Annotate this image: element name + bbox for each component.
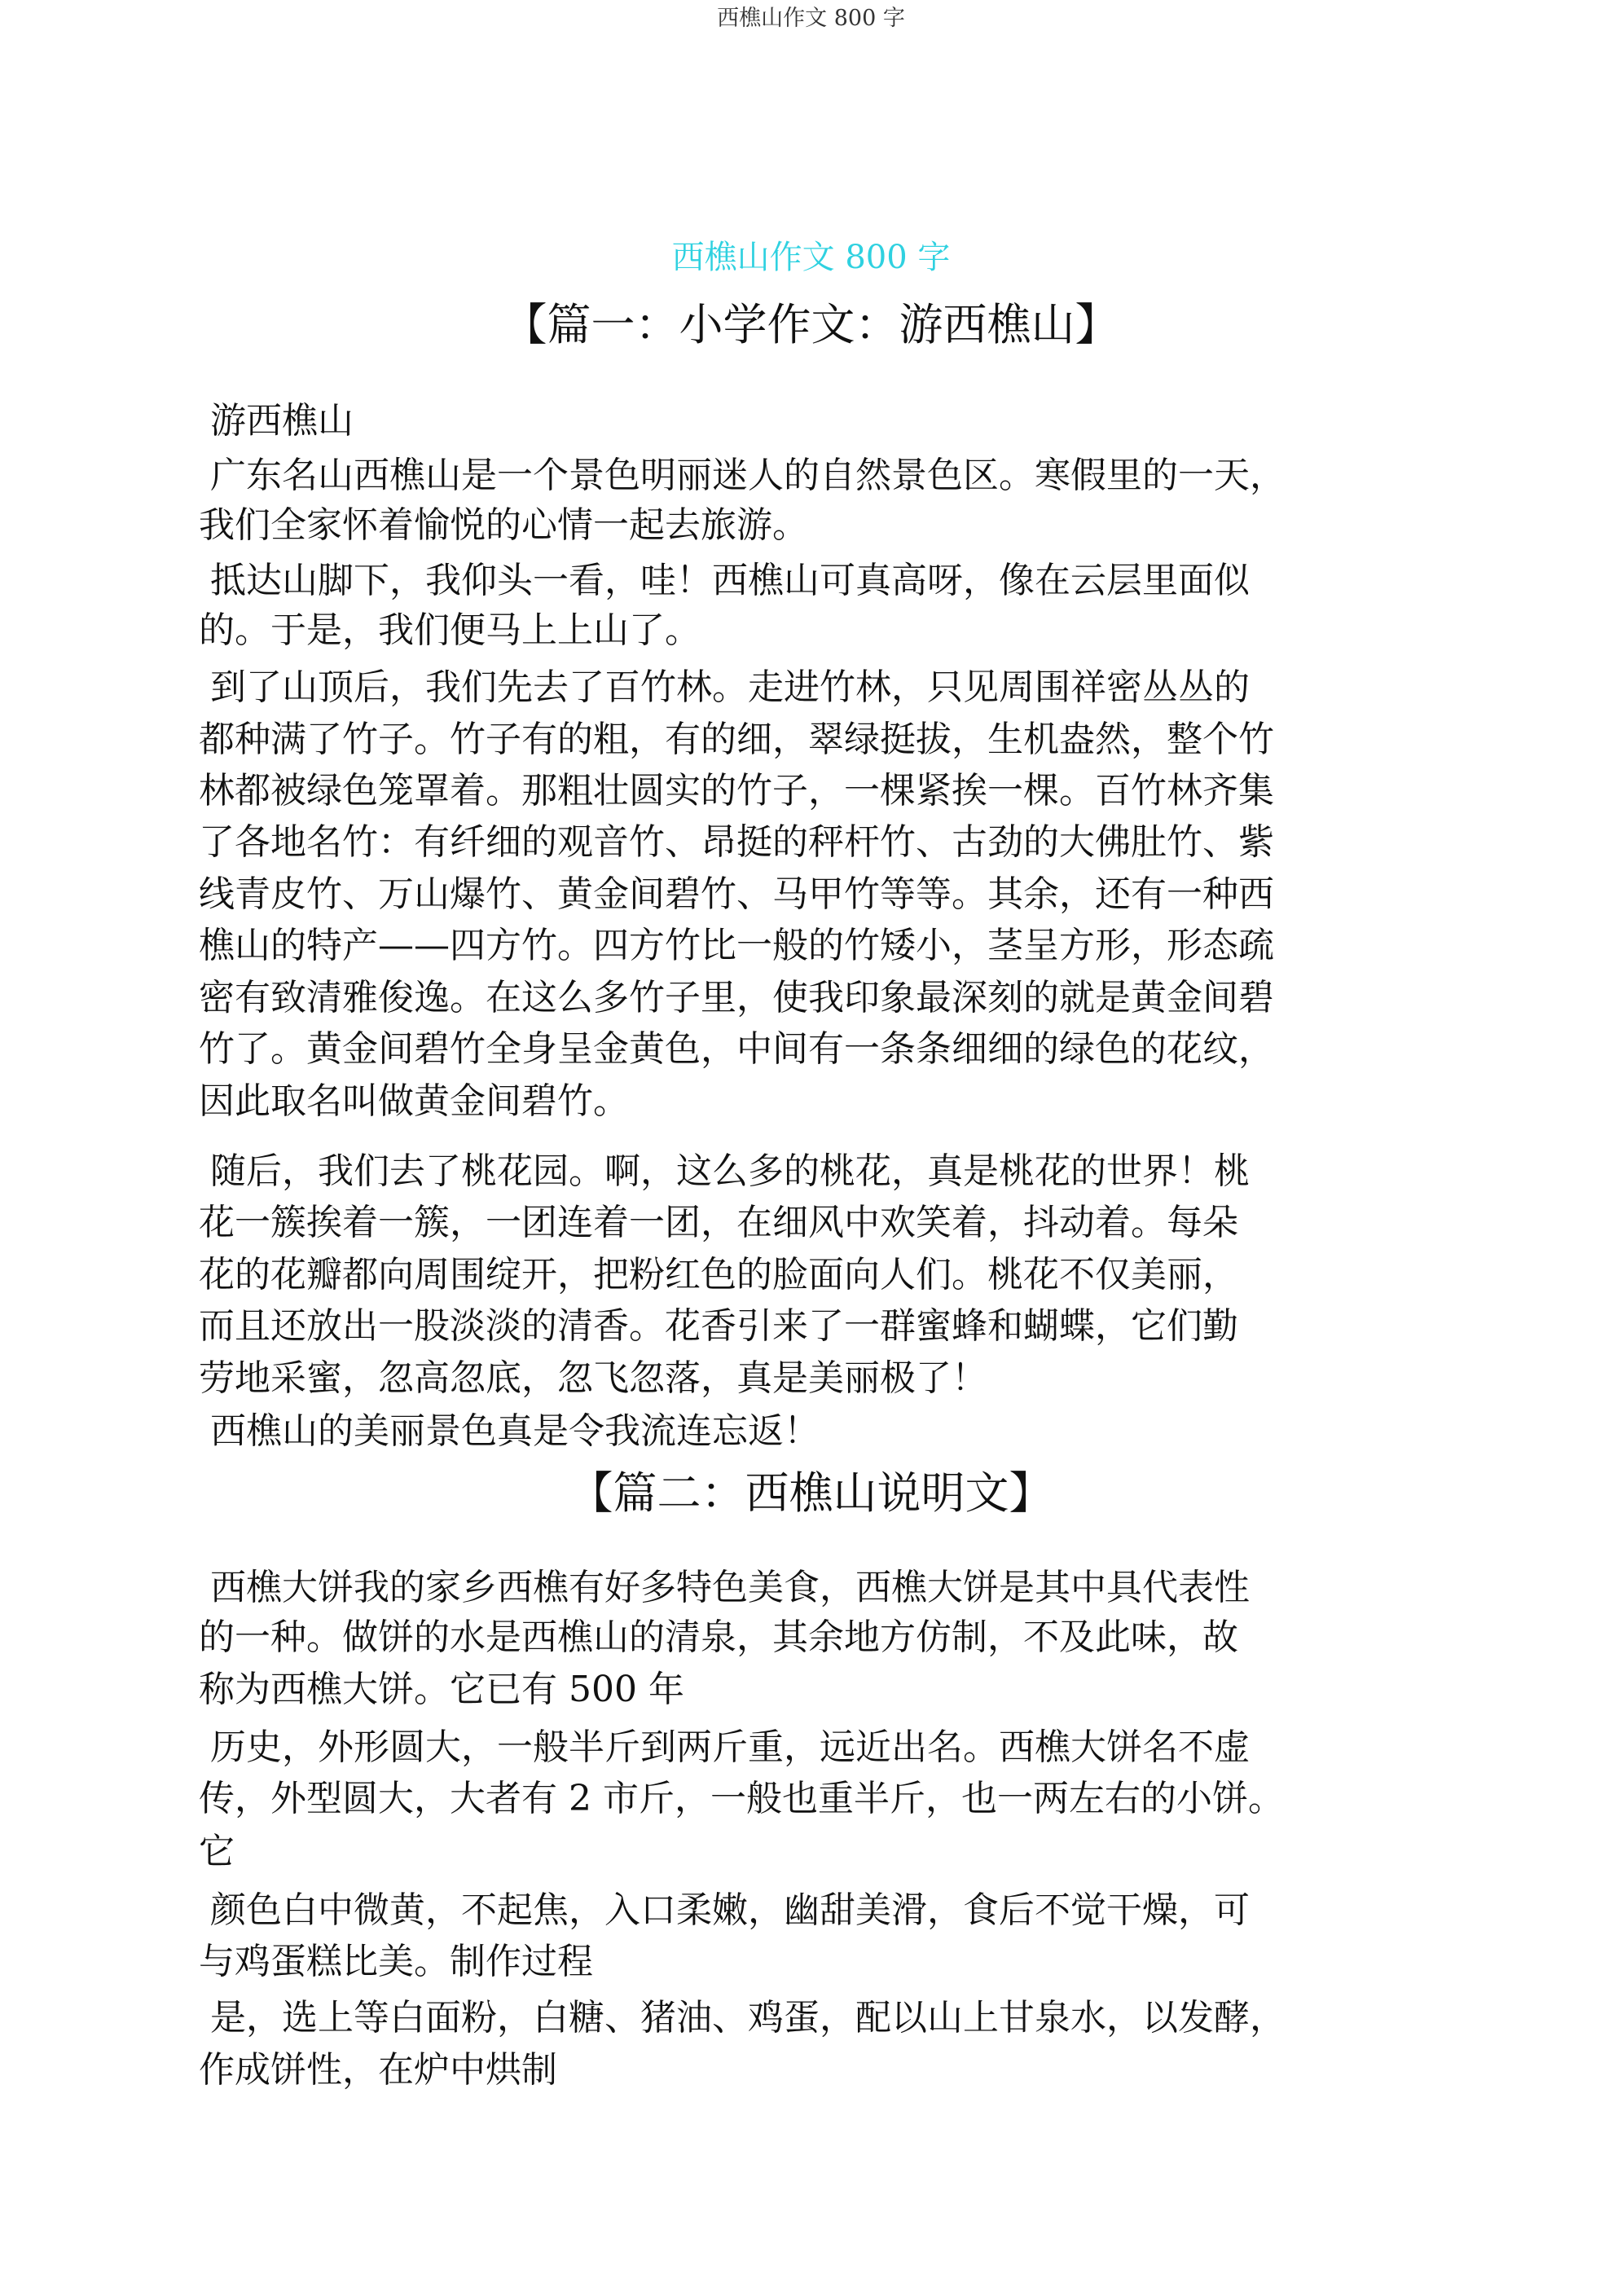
paragraph-line: 它 — [199, 1831, 235, 1872]
paragraph-line: 劳地采蜜，忽高忽底，忽飞忽落，真是美丽极了！ — [199, 1357, 987, 1399]
paragraph-line: 的一种。做饼的水是西樵山的清泉，其余地方仿制，不及此味，故 — [199, 1616, 1238, 1658]
paragraph-line: 抵达山脚下，我仰头一看，哇！西樵山可真高呀，像在云层里面似 — [210, 560, 1250, 601]
paragraph-line: 花的花瓣都向周围绽开，把粉红色的脸面向人们。桃花不仅美丽， — [199, 1254, 1238, 1295]
paragraph-line: 到了山顶后，我们先去了百竹林。走进竹林，只见周围祥密丛丛的 — [210, 666, 1250, 708]
paragraph-line: 的。于是，我们便马上上山了。 — [199, 609, 701, 651]
paragraph-line: 竹了。黄金间碧竹全身呈金黄色，中间有一条条细细的绿色的花纹， — [199, 1028, 1274, 1070]
paragraph-line: 西樵大饼我的家乡西樵有好多特色美食，西樵大饼是其中具代表性 — [210, 1567, 1250, 1608]
paragraph-line: 了各地名竹：有纤细的观音竹、昂挺的秤杆竹、古劲的大佛肚竹、紫 — [199, 821, 1274, 863]
paragraph-line: 颜色白中微黄，不起焦，入口柔嫩，幽甜美滑，食后不觉干燥，可 — [210, 1889, 1250, 1931]
paragraph-line: 樵山的特产——四方竹。四方竹比一般的竹矮小，茎呈方形，形态疏 — [199, 925, 1274, 966]
paragraph-line: 我们全家怀着愉悦的心情一起去旅游。 — [199, 504, 808, 546]
paragraph-line: 因此取名叫做黄金间碧竹。 — [199, 1080, 629, 1122]
paragraph-line: 线青皮竹、万山爆竹、黄金间碧竹、马甲竹等等。其余，还有一种西 — [199, 873, 1274, 915]
section-heading-2: 【篇二：西樵山说明文】 — [569, 1467, 1053, 1519]
paragraph-line: 是，选上等白面粉，白糖、猪油、鸡蛋，配以山上甘泉水，以发酵， — [210, 1997, 1286, 2039]
paragraph-line: 随后，我们去了桃花园。啊，这么多的桃花，真是桃花的世界！桃 — [210, 1150, 1250, 1192]
paragraph-line: 都种满了竹子。竹子有的粗，有的细，翠绿挺拔，生机盎然，整个竹 — [199, 719, 1274, 760]
paragraph-line: 广东名山西樵山是一个景色明丽迷人的自然景色区。寒假里的一天， — [210, 455, 1286, 496]
paragraph-line: 与鸡蛋糕比美。制作过程 — [199, 1941, 593, 1982]
paragraph-line: 作成饼性，在炉中烘制 — [199, 2049, 557, 2091]
paragraph-line: 西樵山的美丽景色真是令我流连忘返！ — [210, 1410, 820, 1452]
document-title: 西樵山作文 800 字 — [671, 239, 951, 276]
paragraph-line: 林都被绿色笼罩着。那粗壮圆实的竹子，一棵紧挨一棵。百竹林齐集 — [199, 770, 1274, 812]
paragraph-line: 传，外型圆大，大者有 2 市斤，一般也重半斤，也一两左右的小饼。 — [199, 1778, 1284, 1819]
section-heading-1: 【篇一：小学作文：游西樵山】 — [503, 299, 1119, 350]
running-header: 西樵山作文 800 字 — [717, 6, 905, 31]
paragraph-line: 游西樵山 — [210, 400, 354, 442]
paragraph-line: 而且还放出一股淡淡的清香。花香引来了一群蜜蜂和蝴蝶，它们勤 — [199, 1305, 1238, 1347]
paragraph-line: 称为西樵大饼。它已有 500 年 — [199, 1669, 684, 1710]
paragraph-line: 历史，外形圆大，一般半斤到两斤重，远近出名。西樵大饼名不虚 — [210, 1726, 1250, 1768]
paragraph-line: 密有致清雅俊逸。在这么多竹子里，使我印象最深刻的就是黄金间碧 — [199, 977, 1274, 1018]
paragraph-line: 花一簇挨着一簇，一团连着一团，在细风中欢笑着，抖动着。每朵 — [199, 1202, 1238, 1243]
